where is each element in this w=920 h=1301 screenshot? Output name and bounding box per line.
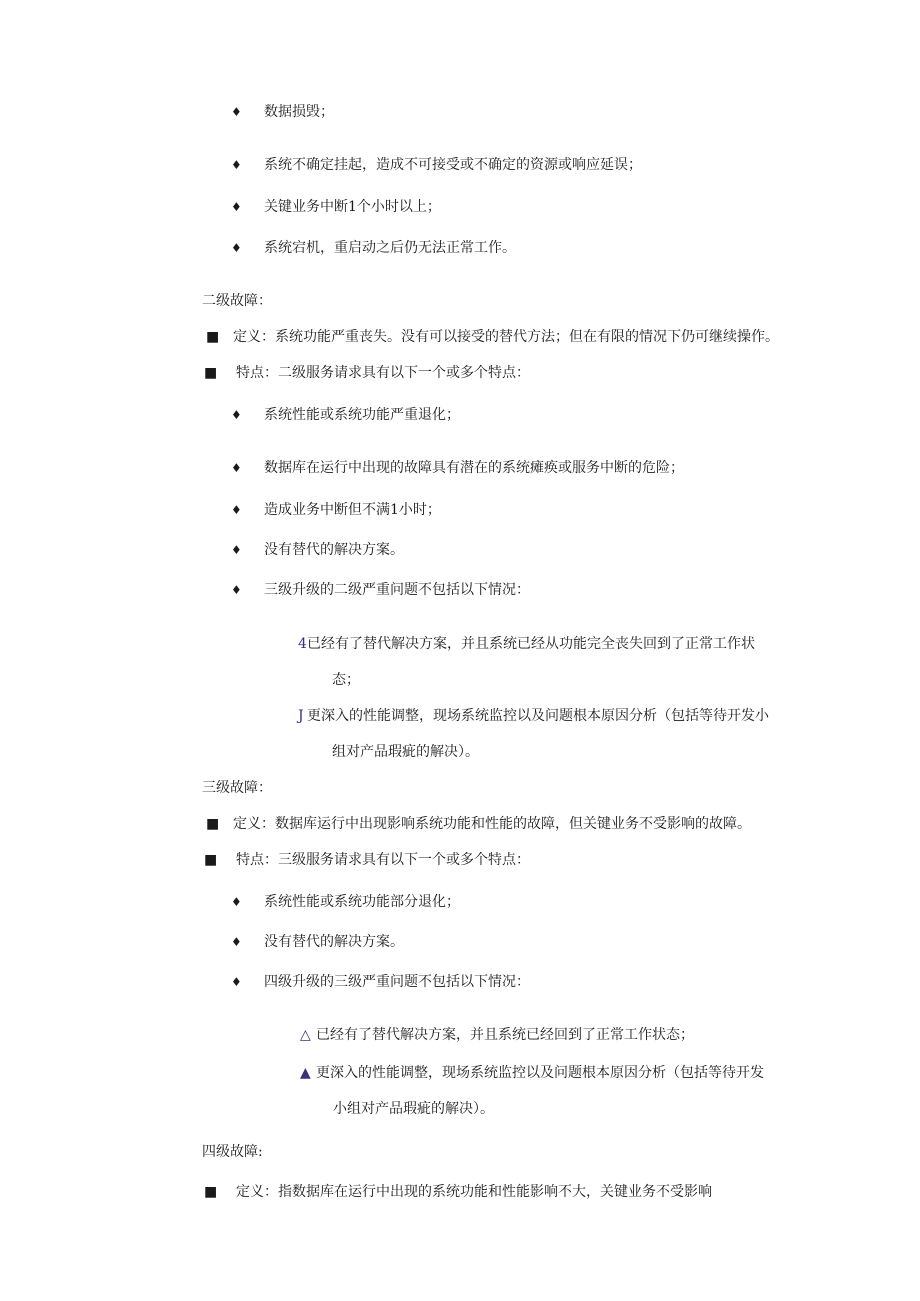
level3-heading: 三级故障： xyxy=(202,780,272,796)
exclusion-item-continued: 小组对产品瑕疵的解决）。 xyxy=(333,1101,494,1117)
list-item: 没有替代的解决方案。 xyxy=(264,542,404,558)
square-bullet-icon: ■ xyxy=(204,1184,218,1200)
diamond-icon: ♦ xyxy=(231,583,242,597)
triangle-outline-icon: △ xyxy=(300,1027,311,1043)
list-item: 系统性能或系统功能部分退化； xyxy=(264,894,460,910)
diamond-icon: ♦ xyxy=(231,461,242,475)
list-item: 数据损毁； xyxy=(264,104,334,120)
square-bullet-icon: ■ xyxy=(206,329,220,345)
list-item: 没有替代的解决方案。 xyxy=(264,934,404,950)
diamond-icon: ♦ xyxy=(231,503,242,517)
diamond-icon: ♦ xyxy=(231,975,242,989)
list-item: 四级升级的三级严重问题不包括以下情况： xyxy=(264,974,530,990)
list-item: 关键业务中断1个小时以上； xyxy=(264,199,441,215)
list-item: 系统不确定挂起，造成不可接受或不确定的资源或响应延误； xyxy=(264,157,642,173)
exclusion-item: 更深入的性能调整，现场系统监控以及问题根本原因分析（包括等待开发 xyxy=(316,1065,764,1081)
list-item: 系统宕机，重启动之后仍无法正常工作。 xyxy=(264,240,516,256)
list-item: 系统性能或系统功能严重退化； xyxy=(264,407,460,423)
level3-definition: 定义：数据库运行中出现影响系统功能和性能的故障，但关键业务不受影响的故障。 xyxy=(233,816,751,832)
level3-features: 特点：三级服务请求具有以下一个或多个特点： xyxy=(236,852,530,868)
list-item: 造成业务中断但不满1小时； xyxy=(264,502,441,518)
square-bullet-icon: ■ xyxy=(204,365,218,381)
level4-definition: 定义：指数据库在运行中出现的系统功能和性能影响不大，关键业务不受影响 xyxy=(236,1184,712,1200)
triangle-filled-icon: ▲ xyxy=(300,1065,311,1081)
exclusion-item: 更深入的性能调整，现场系统监控以及问题根本原因分析（包括等待开发小 xyxy=(307,708,769,724)
exclusion-item: 已经有了替代解决方案，并且系统已经从功能完全丧失回到了正常工作状 xyxy=(307,636,755,652)
level4-heading: 四级故障: xyxy=(202,1144,263,1160)
list-item: 三级升级的二级严重问题不包括以下情况： xyxy=(264,582,530,598)
level2-features: 特点：二级服务请求具有以下一个或多个特点： xyxy=(236,365,530,381)
diamond-icon: ♦ xyxy=(231,408,242,422)
exclusion-item: 已经有了替代解决方案，并且系统已经回到了正常工作状态； xyxy=(316,1027,694,1043)
diamond-icon: ♦ xyxy=(231,895,242,909)
exclusion-item-continued: 态； xyxy=(332,672,360,688)
square-bullet-icon: ■ xyxy=(206,816,220,832)
diamond-icon: ♦ xyxy=(231,105,242,119)
exclusion-marker: 4 xyxy=(298,636,307,652)
diamond-icon: ♦ xyxy=(231,158,242,172)
diamond-icon: ♦ xyxy=(231,200,242,214)
exclusion-item-continued: 组对产品瑕疵的解决）。 xyxy=(332,744,479,760)
list-item: 数据库在运行中出现的故障具有潜在的系统瘫痪或服务中断的危险； xyxy=(264,460,684,476)
level2-heading: 二级故障： xyxy=(202,293,272,309)
diamond-icon: ♦ xyxy=(231,241,242,255)
diamond-icon: ♦ xyxy=(231,543,242,557)
level2-definition: 定义：系统功能严重丧失。没有可以接受的替代方法；但在有限的情况下仍可继续操作。 xyxy=(233,329,779,345)
diamond-icon: ♦ xyxy=(231,935,242,949)
exclusion-marker: J xyxy=(298,708,304,724)
square-bullet-icon: ■ xyxy=(204,852,218,868)
